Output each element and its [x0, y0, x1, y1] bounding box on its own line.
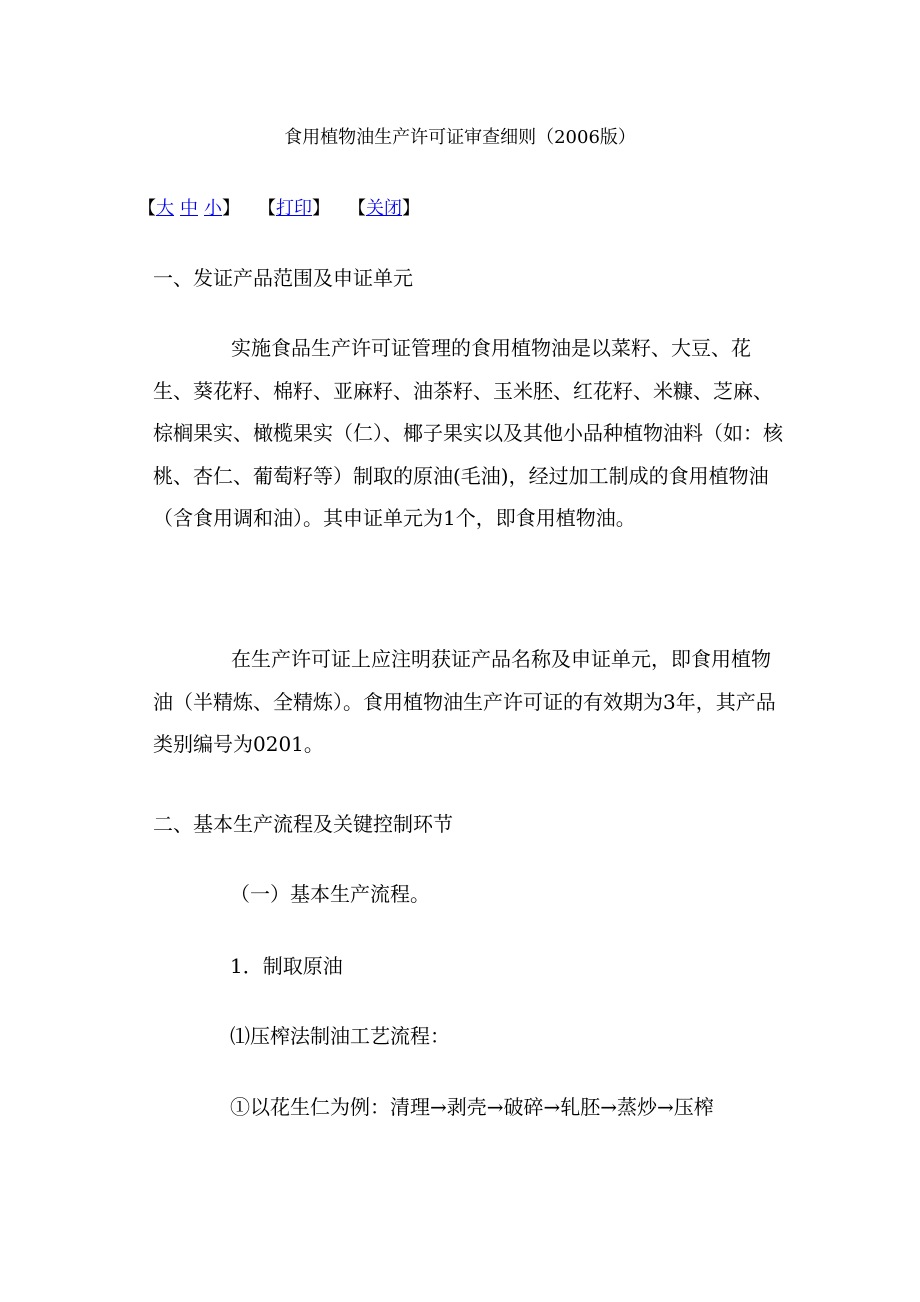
bracket-open: 【: [348, 198, 366, 219]
print-link[interactable]: 打印: [276, 198, 312, 219]
bracket-close: 】: [222, 198, 240, 219]
paragraph-scope-description: 实施食品生产许可证管理的食用植物油是以菜籽、大豆、花生、葵花籽、棉籽、亚麻籽、油茶籽、玉米胚、红花籽、米糠、芝麻、棕榈果实、橄榄果实（仁）、椰子果实以及其他小品种植物油料（如：核桃、杏仁、葡萄籽等）制取的原油(毛油)，经过加工制成的食用植物油（含食用调和油）。其申证单元为1个，即食用植物油。: [153, 336, 783, 530]
bracket-close: 】: [402, 198, 420, 219]
item-heading-crude-oil: 1．制取原油: [230, 954, 343, 978]
font-size-large-link[interactable]: 大: [156, 198, 174, 219]
subsection-heading-basic-process: （一）基本生产流程。: [230, 882, 430, 906]
bracket-open: 【: [258, 198, 276, 219]
item-peanut-example: ①以花生仁为例：清理→剥壳→破碎→轧胚→蒸炒→压榨: [230, 1095, 714, 1119]
close-link[interactable]: 关闭: [366, 198, 402, 219]
paragraph-license-validity: 在生产许可证上应注明获证产品名称及申证单元，即食用植物油（半精炼、全精炼）。食用植物油生产许可证的有效期为3年，其产品类别编号为0201。: [153, 647, 776, 756]
document-title: 食用植物油生产许可证审查细则（2006版）: [284, 127, 636, 148]
section-heading-scope: 一、发证产品范围及申证单元: [153, 266, 413, 290]
bracket-close: 】: [312, 198, 330, 219]
item-pressing-method: ⑴压榨法制油工艺流程：: [230, 1024, 450, 1048]
page-toolbar: [138, 196, 420, 222]
font-size-small-link[interactable]: 小: [204, 198, 222, 219]
font-size-medium-link[interactable]: 中: [180, 198, 198, 219]
bracket-open: 【: [138, 198, 156, 219]
section-heading-process: 二、基本生产流程及关键控制环节: [153, 812, 453, 836]
